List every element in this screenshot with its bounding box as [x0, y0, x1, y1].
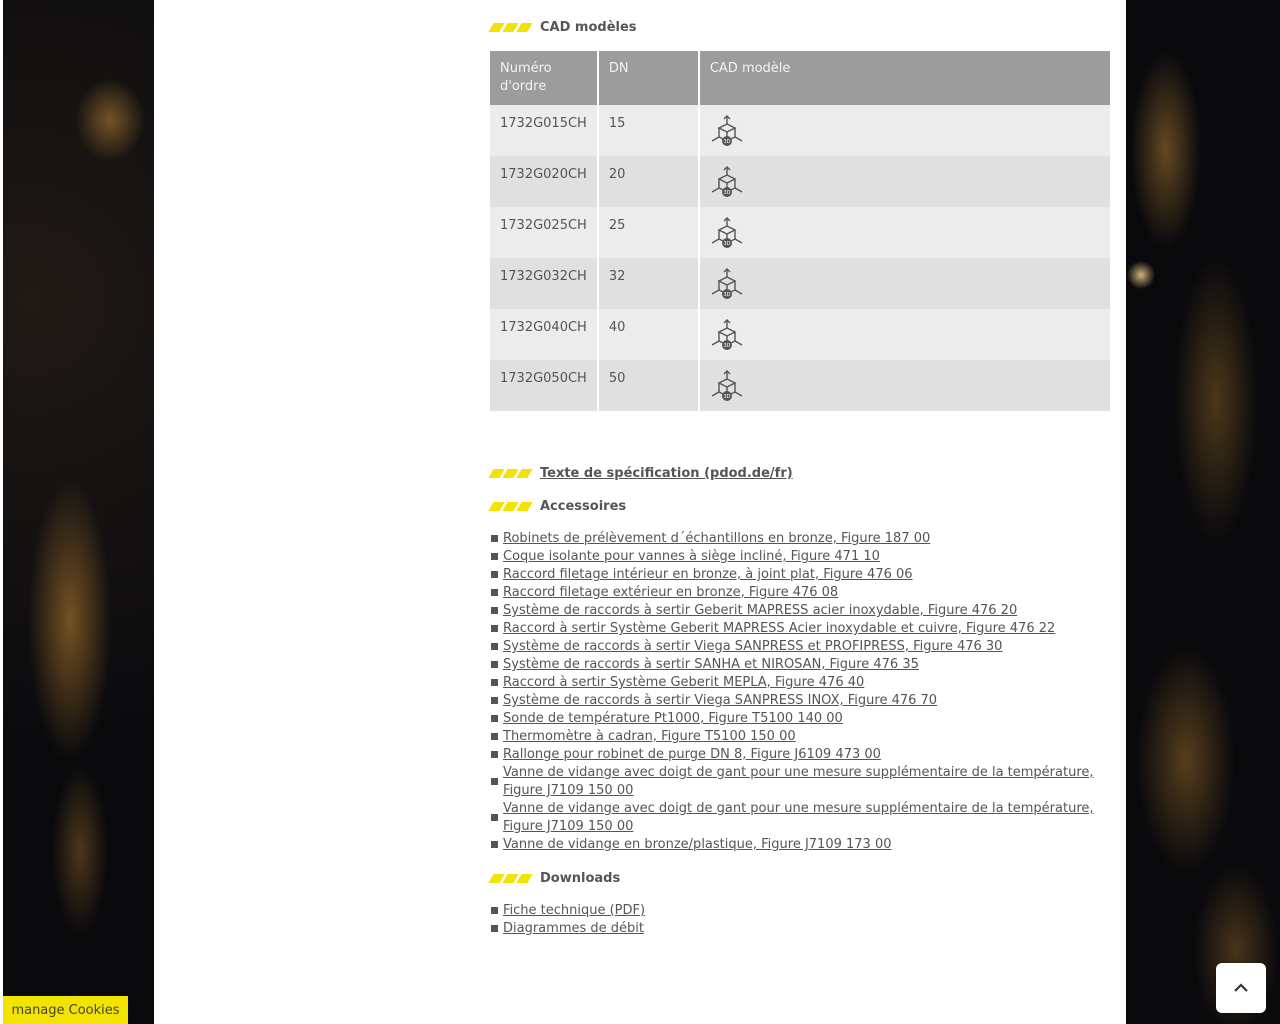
- col-header-dn: DN: [598, 51, 699, 105]
- cad-3d-model-icon: [710, 369, 744, 403]
- square-bullet-icon: [491, 751, 498, 758]
- svg-text:3D: 3D: [723, 292, 731, 298]
- cad-model-link[interactable]: [710, 188, 744, 203]
- cad-table-row: [490, 105, 1110, 156]
- order-number-cell: 1732G025CH: [490, 207, 598, 258]
- accessory-link[interactable]: Système de raccords à sertir SANHA et NIROSAN, Figure 476 35: [503, 657, 919, 672]
- accessories-section-header: [488, 496, 626, 516]
- dn-cell: 25: [598, 207, 699, 258]
- spec-text-link[interactable]: Texte de spécification (pdod.de/fr): [540, 465, 793, 481]
- square-bullet-icon: [491, 925, 498, 932]
- order-number-cell: 1732G040CH: [490, 309, 598, 360]
- cad-table-row: [490, 207, 1110, 258]
- accessories-list: [488, 530, 1110, 854]
- list-item: [488, 530, 1110, 548]
- order-number-cell: 1732G050CH: [490, 360, 598, 411]
- square-bullet-icon: [491, 697, 498, 704]
- stripes-icon: [488, 23, 530, 32]
- dn-cell: 32: [598, 258, 699, 309]
- accessory-link[interactable]: Système de raccords à sertir Viega SANPRESS et PROFIPRESS, Figure 476 30: [503, 639, 1003, 654]
- cad-model-link[interactable]: [710, 392, 744, 407]
- square-bullet-icon: [491, 607, 498, 614]
- cad-3d-model-icon: [710, 318, 744, 352]
- order-number-cell: 1732G020CH: [490, 156, 598, 207]
- square-bullet-icon: [491, 715, 498, 722]
- list-item: [488, 710, 1110, 728]
- list-item: [488, 602, 1110, 620]
- cad-section-header: [488, 17, 637, 37]
- svg-text:3D: 3D: [723, 343, 731, 349]
- list-item: [488, 638, 1110, 656]
- download-link[interactable]: Diagrammes de débit: [503, 921, 644, 936]
- list-item: [488, 548, 1110, 566]
- scroll-to-top-button[interactable]: [1216, 963, 1266, 1013]
- list-item: [488, 902, 1110, 920]
- square-bullet-icon: [491, 907, 498, 914]
- cad-table: [490, 51, 1110, 411]
- list-item: [488, 656, 1110, 674]
- downloads-section-header: [488, 868, 620, 888]
- cad-model-cell: [699, 207, 1110, 258]
- list-item: [488, 920, 1110, 938]
- square-bullet-icon: [491, 841, 498, 848]
- spec-section-header: [488, 463, 793, 483]
- list-item: [488, 836, 1110, 854]
- list-item: [488, 620, 1110, 638]
- cad-model-link[interactable]: [710, 239, 744, 254]
- accessory-link[interactable]: Rallonge pour robinet de purge DN 8, Figure J6109 473 00: [503, 747, 881, 762]
- background-left: [0, 0, 154, 1024]
- cad-model-cell: [699, 156, 1110, 207]
- square-bullet-icon: [491, 535, 498, 542]
- square-bullet-icon: [491, 778, 498, 785]
- accessory-link[interactable]: Raccord filetage extérieur en bronze, Figure 476 08: [503, 585, 839, 600]
- cad-model-link[interactable]: [710, 137, 744, 152]
- cad-table-row: [490, 309, 1110, 360]
- chevron-up-icon: [1233, 983, 1249, 993]
- dn-cell: 50: [598, 360, 699, 411]
- cad-3d-model-icon: [710, 267, 744, 301]
- accessory-link[interactable]: Vanne de vidange en bronze/plastique, Figure J7109 173 00: [503, 837, 892, 852]
- list-item: [488, 728, 1110, 746]
- cad-table-row: [490, 156, 1110, 207]
- cad-model-cell: [699, 258, 1110, 309]
- stripes-icon: [488, 874, 530, 883]
- svg-text:3D: 3D: [723, 139, 731, 145]
- dn-cell: 20: [598, 156, 699, 207]
- accessory-link[interactable]: Vanne de vidange avec doigt de gant pour une mesure supplémentaire de la température, Figure J7109 150 00: [503, 801, 1094, 834]
- page-content: [154, 0, 1126, 1024]
- cad-table-row: [490, 360, 1110, 411]
- square-bullet-icon: [491, 553, 498, 560]
- col-header-order: Numéro d'ordre: [490, 51, 598, 105]
- dn-cell: 40: [598, 309, 699, 360]
- col-header-cad: CAD modèle: [699, 51, 1110, 105]
- accessory-link[interactable]: Coque isolante pour vannes à siège incliné, Figure 471 10: [503, 549, 880, 564]
- download-link[interactable]: Fiche technique (PDF): [503, 903, 646, 918]
- accessory-link[interactable]: Robinets de prélèvement d´échantillons en bronze, Figure 187 00: [503, 531, 931, 546]
- square-bullet-icon: [491, 571, 498, 578]
- order-number-cell: 1732G032CH: [490, 258, 598, 309]
- cad-3d-model-icon: [710, 114, 744, 148]
- list-item: [488, 746, 1110, 764]
- list-item: [488, 566, 1110, 584]
- downloads-section-title: Downloads: [540, 870, 621, 886]
- accessory-link[interactable]: Raccord à sertir Système Geberit MAPRESS Acier inoxydable et cuivre, Figure 476 22: [503, 621, 1056, 636]
- cad-model-cell: [699, 309, 1110, 360]
- square-bullet-icon: [491, 814, 498, 821]
- cad-section-title: CAD modèles: [540, 19, 637, 35]
- cad-3d-model-icon: [710, 165, 744, 199]
- square-bullet-icon: [491, 661, 498, 668]
- cad-table-header-row: [490, 51, 1110, 105]
- cad-model-cell: [699, 360, 1110, 411]
- accessory-link[interactable]: Thermomètre à cadran, Figure T5100 150 00: [503, 729, 796, 744]
- accessory-link[interactable]: Raccord filetage intérieur en bronze, à joint plat, Figure 476 06: [503, 567, 913, 582]
- cad-model-link[interactable]: [710, 341, 744, 356]
- stripes-icon: [488, 469, 530, 478]
- accessory-link[interactable]: Système de raccords à sertir Geberit MAPRESS acier inoxydable, Figure 476 20: [503, 603, 1018, 618]
- order-number-cell: 1732G015CH: [490, 105, 598, 156]
- accessory-link[interactable]: Raccord à sertir Système Geberit MEPLA, Figure 476 40: [503, 675, 865, 690]
- accessories-section-title: Accessoires: [540, 498, 627, 514]
- svg-text:3D: 3D: [723, 190, 731, 196]
- downloads-list: [488, 902, 1110, 938]
- cad-model-cell: [699, 105, 1110, 156]
- accessory-link[interactable]: Vanne de vidange avec doigt de gant pour une mesure supplémentaire de la température, Figure J7109 150 00: [503, 765, 1094, 798]
- manage-cookies-button[interactable]: manage Cookies: [3, 996, 128, 1024]
- square-bullet-icon: [491, 589, 498, 596]
- square-bullet-icon: [491, 679, 498, 686]
- square-bullet-icon: [491, 733, 498, 740]
- background-right: [1126, 0, 1280, 1024]
- list-item: [488, 800, 1110, 836]
- cad-table-row: [490, 258, 1110, 309]
- svg-text:3D: 3D: [723, 241, 731, 247]
- stripes-icon: [488, 502, 530, 511]
- square-bullet-icon: [491, 625, 498, 632]
- list-item: [488, 674, 1110, 692]
- accessory-link[interactable]: Système de raccords à sertir Viega SANPRESS INOX, Figure 476 70: [503, 693, 938, 708]
- accessory-link[interactable]: Sonde de température Pt1000, Figure T5100 140 00: [503, 711, 843, 726]
- dn-cell: 15: [598, 105, 699, 156]
- list-item: [488, 692, 1110, 710]
- list-item: [488, 764, 1110, 800]
- svg-text:3D: 3D: [723, 394, 731, 400]
- cad-model-link[interactable]: [710, 290, 744, 305]
- cad-3d-model-icon: [710, 216, 744, 250]
- square-bullet-icon: [491, 643, 498, 650]
- list-item: [488, 584, 1110, 602]
